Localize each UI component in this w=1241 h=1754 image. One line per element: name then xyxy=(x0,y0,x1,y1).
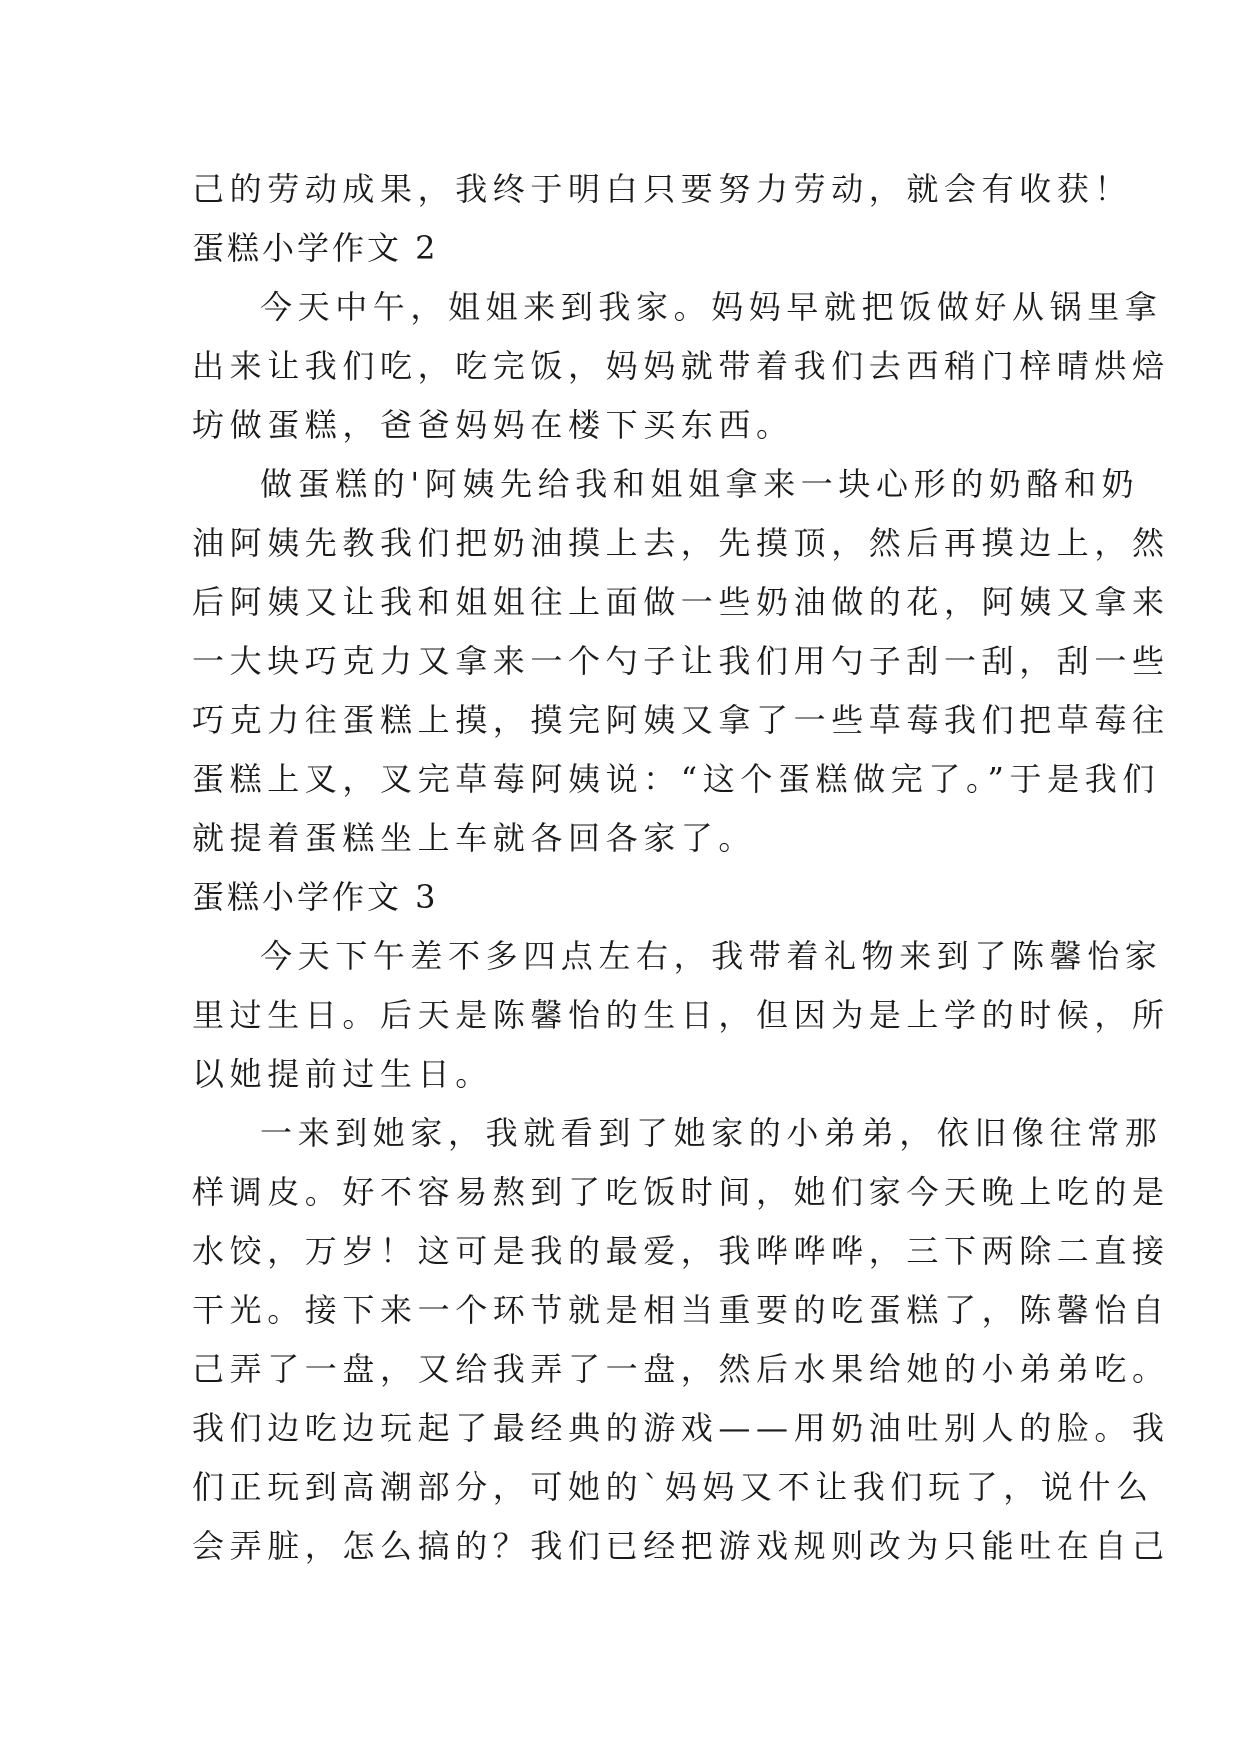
text-line: 会弄脏，怎么搞的？我们已经把游戏规则改为只能吐在自己 xyxy=(192,1527,1170,1565)
paragraph-first-line: 做蛋糕的'阿姨先给我和姐姐拿来一块心形的奶酪和奶 xyxy=(260,465,1140,503)
text-line: 己的劳动成果，我终于明白只要努力劳动，就会有收获！ xyxy=(192,170,1133,208)
text-line: 以她提前过生日。 xyxy=(192,1055,493,1093)
paragraph-first-line: 一来到她家，我就看到了她家的小弟弟，依旧像往常那 xyxy=(260,1114,1163,1152)
text-line: 一大块巧克力又拿来一个勺子让我们用勺子刮一刮，刮一些 xyxy=(192,642,1170,680)
text-line: 后阿姨又让我和姐姐往上面做一些奶油做的花，阿姨又拿来 xyxy=(192,583,1170,621)
text-line: 巧克力往蛋糕上摸，摸完阿姨又拿了一些草莓我们把草莓往 xyxy=(192,701,1170,739)
text-line: 出来让我们吃，吃完饭，妈妈就带着我们去西稍门梓晴烘焙 xyxy=(192,347,1170,385)
text-line: 蛋糕上叉，叉完草莓阿姨说：“这个蛋糕做完了。”于是我们 xyxy=(192,760,1160,798)
text-line: 坊做蛋糕，爸爸妈妈在楼下买东西。 xyxy=(192,406,794,444)
document-body xyxy=(192,160,1170,1576)
paragraph-first-line: 今天下午差不多四点左右，我带着礼物来到了陈馨怡家 xyxy=(260,937,1163,975)
section-heading: 蛋糕小学作文 3 xyxy=(192,878,439,916)
paragraph-first-line: 今天中午，姐姐来到我家。妈妈早就把饭做好从锅里拿 xyxy=(260,288,1163,326)
text-line: 水饺，万岁！这可是我的最爱，我哗哗哗，三下两除二直接 xyxy=(192,1232,1170,1270)
text-line: 就提着蛋糕坐上车就各回各家了。 xyxy=(192,819,757,857)
text-line: 己弄了一盘，又给我弄了一盘，然后水果给她的小弟弟吃。 xyxy=(192,1350,1170,1388)
text-line: 们正玩到高潮部分，可她的`妈妈又不让我们玩了，说什么 xyxy=(192,1468,1154,1506)
text-line: 里过生日。后天是陈馨怡的生日，但因为是上学的时候，所 xyxy=(192,996,1170,1034)
text-line: 样调皮。好不容易熬到了吃饭时间，她们家今天晚上吃的是 xyxy=(192,1173,1170,1211)
text-line: 我们边吃边玩起了最经典的游戏——用奶油吐别人的脸。我 xyxy=(192,1409,1170,1447)
text-line: 油阿姨先教我们把奶油摸上去，先摸顶，然后再摸边上，然 xyxy=(192,524,1170,562)
text-line: 干光。接下来一个环节就是相当重要的吃蛋糕了，陈馨怡自 xyxy=(192,1291,1170,1329)
section-heading: 蛋糕小学作文 2 xyxy=(192,229,439,267)
